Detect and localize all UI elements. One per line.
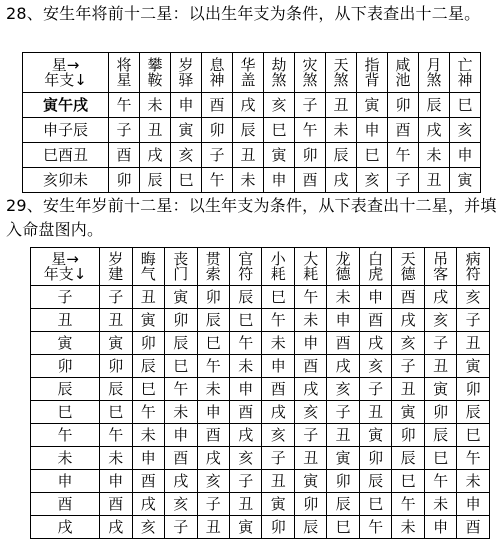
- table-cell: 戌: [132, 493, 164, 516]
- header-row: [23, 53, 481, 93]
- table-cell: 卯: [165, 309, 197, 332]
- table-cell: 寅: [294, 470, 326, 493]
- table-cell: 丑: [424, 355, 456, 378]
- table-cell: 辰: [327, 493, 359, 516]
- table-cell: 卯: [457, 378, 490, 401]
- table-cell: 寅: [327, 447, 359, 470]
- table-row: [31, 401, 490, 424]
- table-cell: 寅: [229, 516, 261, 539]
- table-cell: 卯: [100, 355, 132, 378]
- column-header-text: 劫煞: [271, 55, 287, 89]
- table-cell: 亥: [264, 93, 295, 118]
- table-cell: 卯: [202, 118, 233, 143]
- table-cell: 辰: [424, 424, 456, 447]
- table-cell: 寅: [132, 309, 164, 332]
- table-cell: 巳: [100, 401, 132, 424]
- table-cell: 辰: [233, 118, 264, 143]
- table-cell: 酉: [229, 401, 261, 424]
- table-cell: 未: [392, 516, 424, 539]
- table-cell: 申: [450, 143, 481, 168]
- table-cell: 酉: [202, 93, 233, 118]
- table-cell: 亥: [392, 332, 424, 355]
- column-header-text: 病符: [465, 249, 481, 283]
- table-cell: 申: [262, 355, 294, 378]
- table-cell: 亥: [359, 355, 391, 378]
- row-label: 巳酉丑: [23, 143, 109, 168]
- row-label: 辰: [31, 378, 100, 401]
- table-cell: 丑: [100, 309, 132, 332]
- table-cell: 午: [165, 378, 197, 401]
- table-cell: 子: [229, 470, 261, 493]
- table-cell: 未: [294, 309, 326, 332]
- table-cell: 巳: [229, 309, 261, 332]
- table-cell: 申: [100, 470, 132, 493]
- table-cell: 亥: [229, 447, 261, 470]
- table-cell: 午: [294, 286, 326, 309]
- row-label: 寅午戌: [23, 93, 109, 118]
- table-row: [23, 143, 481, 168]
- table-cell: 未: [229, 355, 261, 378]
- corner-label: 星→: [51, 55, 80, 74]
- table-cell: 戌: [165, 470, 197, 493]
- table-cell: 申: [457, 493, 490, 516]
- table-cell: 亥: [197, 470, 229, 493]
- table-cell: 巳: [132, 378, 164, 401]
- column-header: [229, 248, 261, 286]
- general-stars-table: [22, 52, 481, 193]
- table-cell: 辰: [326, 143, 357, 168]
- table-cell: 午: [295, 118, 326, 143]
- table-cell: 酉: [457, 516, 490, 539]
- table-cell: 寅: [264, 143, 295, 168]
- table-row: [31, 470, 490, 493]
- table-cell: 巳: [262, 286, 294, 309]
- table-cell: 亥: [165, 493, 197, 516]
- table-cell: 午: [392, 493, 424, 516]
- table-cell: 酉: [327, 332, 359, 355]
- table-cell: 未: [132, 424, 164, 447]
- table-cell: 子: [165, 516, 197, 539]
- column-header: [140, 53, 171, 93]
- table-cell: 午: [109, 93, 140, 118]
- column-header: [392, 248, 424, 286]
- table-cell: 巳: [457, 424, 490, 447]
- column-header: [327, 248, 359, 286]
- table-cell: 午: [132, 401, 164, 424]
- table-cell: 子: [294, 424, 326, 447]
- table-cell: 未: [100, 447, 132, 470]
- column-header-text: 将星: [116, 55, 132, 89]
- column-header-text: 晦气: [140, 249, 156, 283]
- table-cell: 戌: [294, 378, 326, 401]
- table-cell: 午: [197, 355, 229, 378]
- column-header-text: 贯索: [205, 249, 221, 283]
- table-cell: 申: [359, 286, 391, 309]
- table-row: [23, 168, 481, 193]
- table-cell: 亥: [132, 516, 164, 539]
- row-label: 午: [31, 424, 100, 447]
- section-28-text: 28、安生年将前十二星：以出生年支为条件，从下表查出十二星。: [6, 4, 481, 23]
- table-cell: 申: [424, 516, 456, 539]
- table-cell: 戌: [262, 401, 294, 424]
- column-header: [202, 53, 233, 93]
- column-header: [197, 248, 229, 286]
- row-label: 未: [31, 447, 100, 470]
- table-cell: 未: [327, 286, 359, 309]
- column-header-text: 攀鞍: [147, 55, 163, 89]
- table-cell: 巳: [450, 93, 481, 118]
- table-cell: 子: [109, 118, 140, 143]
- row-label: 申子辰: [23, 118, 109, 143]
- table-row: [31, 447, 490, 470]
- column-header: [132, 248, 164, 286]
- table-cell: 丑: [229, 493, 261, 516]
- table-cell: 丑: [197, 516, 229, 539]
- table-row: [23, 93, 481, 118]
- table-cell: 子: [457, 309, 490, 332]
- table-cell: 午: [229, 332, 261, 355]
- table-cell: 卯: [424, 401, 456, 424]
- table-cell: 辰: [359, 470, 391, 493]
- header-row: [31, 248, 490, 286]
- table-cell: 巳: [264, 118, 295, 143]
- table-cell: 辰: [294, 516, 326, 539]
- table-cell: 亥: [424, 309, 456, 332]
- corner-label: 星→: [51, 249, 79, 268]
- column-header-text: 丧门: [173, 249, 189, 283]
- table-cell: 戌: [392, 309, 424, 332]
- table-cell: 亥: [171, 143, 202, 168]
- table-cell: 申: [165, 424, 197, 447]
- row-label: 丑: [31, 309, 100, 332]
- column-header: [165, 248, 197, 286]
- column-header: [233, 53, 264, 93]
- row-label: 申: [31, 470, 100, 493]
- table-row: [31, 309, 490, 332]
- table-cell: 卯: [109, 168, 140, 193]
- table-cell: 巳: [424, 447, 456, 470]
- table-cell: 戌: [326, 168, 357, 193]
- row-label: 戌: [31, 516, 100, 539]
- column-header-text: 指背: [364, 55, 380, 89]
- table-cell: 午: [388, 143, 419, 168]
- column-header: [457, 248, 490, 286]
- row-label: 亥卯未: [23, 168, 109, 193]
- column-header-text: 咸池: [395, 55, 411, 89]
- table-cell: 子: [359, 378, 391, 401]
- column-header: [262, 248, 294, 286]
- table-cell: 卯: [359, 447, 391, 470]
- column-header: [419, 53, 450, 93]
- table-cell: 酉: [388, 118, 419, 143]
- column-header-text: 岁驿: [178, 55, 194, 89]
- table-cell: 辰: [392, 447, 424, 470]
- table-row: [31, 424, 490, 447]
- table-cell: 酉: [197, 424, 229, 447]
- column-header: [295, 53, 326, 93]
- table-cell: 巳: [165, 355, 197, 378]
- table-cell: 子: [388, 168, 419, 193]
- column-header: [171, 53, 202, 93]
- table-cell: 午: [457, 447, 490, 470]
- table-cell: 子: [262, 447, 294, 470]
- table-cell: 戌: [424, 286, 456, 309]
- row-label: 酉: [31, 493, 100, 516]
- table-cell: 丑: [233, 143, 264, 168]
- table-cell: 子: [295, 93, 326, 118]
- table-cell: 未: [233, 168, 264, 193]
- table-cell: 未: [262, 332, 294, 355]
- table-cell: 未: [165, 401, 197, 424]
- column-header: [424, 248, 456, 286]
- table-cell: 午: [424, 470, 456, 493]
- row-label: 子: [31, 286, 100, 309]
- column-header: [326, 53, 357, 93]
- table-row: [31, 493, 490, 516]
- table-cell: 卯: [327, 470, 359, 493]
- table-cell: 午: [262, 309, 294, 332]
- table-cell: 酉: [165, 447, 197, 470]
- table-cell: 丑: [326, 93, 357, 118]
- row-label: 寅: [31, 332, 100, 355]
- table-cell: 子: [424, 332, 456, 355]
- table-cell: 寅: [262, 493, 294, 516]
- table-cell: 巳: [327, 516, 359, 539]
- table-cell: 寅: [450, 168, 481, 193]
- table-row: [31, 378, 490, 401]
- table-cell: 亥: [450, 118, 481, 143]
- table-cell: 亥: [294, 401, 326, 424]
- table-cell: 戌: [233, 93, 264, 118]
- table-cell: 酉: [109, 143, 140, 168]
- table-cell: 寅: [457, 355, 490, 378]
- table-cell: 卯: [197, 286, 229, 309]
- row-label: 卯: [31, 355, 100, 378]
- table-cell: 亥: [457, 286, 490, 309]
- table-cell: 午: [100, 424, 132, 447]
- table-row: [31, 286, 490, 309]
- table-cell: 卯: [262, 516, 294, 539]
- table-cell: 未: [140, 93, 171, 118]
- table-cell: 酉: [262, 378, 294, 401]
- table-cell: 午: [359, 516, 391, 539]
- column-header-text: 亡神: [457, 55, 473, 89]
- table-cell: 巳: [392, 470, 424, 493]
- section-29-text: 29、安生年岁前十二星：以生年支为条件，从下表查出十二星，并填入命盘图内。: [6, 196, 497, 239]
- table-cell: 巳: [359, 493, 391, 516]
- column-header: [100, 248, 132, 286]
- column-header: [264, 53, 295, 93]
- table-cell: 寅: [165, 286, 197, 309]
- table-cell: 丑: [419, 168, 450, 193]
- column-header-text: 官符: [238, 249, 254, 283]
- corner-label: 年支↓: [43, 264, 87, 283]
- table-cell: 申: [197, 401, 229, 424]
- table-cell: 丑: [132, 286, 164, 309]
- table-cell: 申: [264, 168, 295, 193]
- table-cell: 辰: [140, 168, 171, 193]
- table-cell: 未: [424, 493, 456, 516]
- table-cell: 辰: [419, 93, 450, 118]
- corner-label: 年支↓: [44, 70, 87, 89]
- table-cell: 卯: [295, 143, 326, 168]
- table-cell: 戌: [327, 355, 359, 378]
- table-cell: 丑: [457, 332, 490, 355]
- table-cell: 酉: [392, 286, 424, 309]
- column-header: [450, 53, 481, 93]
- table-cell: 戌: [229, 424, 261, 447]
- table-cell: 寅: [392, 401, 424, 424]
- table-cell: 酉: [359, 309, 391, 332]
- table-cell: 子: [392, 355, 424, 378]
- table-cell: 卯: [294, 493, 326, 516]
- column-header: [109, 53, 140, 93]
- column-header-text: 息神: [209, 55, 225, 89]
- table-cell: 戌: [100, 516, 132, 539]
- table-cell: 亥: [262, 424, 294, 447]
- table-cell: 戌: [359, 332, 391, 355]
- table-cell: 卯: [388, 93, 419, 118]
- column-header: [359, 248, 391, 286]
- column-header-text: 天德: [400, 249, 416, 283]
- table-cell: 酉: [100, 493, 132, 516]
- table-cell: 戌: [197, 447, 229, 470]
- table-cell: 丑: [392, 378, 424, 401]
- table-cell: 寅: [359, 424, 391, 447]
- table-cell: 亥: [357, 168, 388, 193]
- table-cell: 丑: [327, 424, 359, 447]
- table-cell: 酉: [132, 470, 164, 493]
- table-cell: 戌: [140, 143, 171, 168]
- table-cell: 丑: [262, 470, 294, 493]
- column-header-text: 天煞: [333, 55, 349, 89]
- table-cell: 戌: [419, 118, 450, 143]
- table-cell: 亥: [327, 378, 359, 401]
- column-header-text: 小耗: [270, 249, 286, 283]
- table-cell: 丑: [140, 118, 171, 143]
- corner-cell: [23, 53, 109, 93]
- table-cell: 申: [132, 447, 164, 470]
- table-cell: 辰: [197, 309, 229, 332]
- table-cell: 申: [171, 93, 202, 118]
- table-cell: 巳: [197, 332, 229, 355]
- row-label: 巳: [31, 401, 100, 424]
- table-cell: 寅: [100, 332, 132, 355]
- table-cell: 辰: [132, 355, 164, 378]
- table-cell: 申: [327, 309, 359, 332]
- table-cell: 巳: [357, 143, 388, 168]
- table-cell: 子: [100, 286, 132, 309]
- table-cell: 未: [326, 118, 357, 143]
- table-cell: 寅: [357, 93, 388, 118]
- column-header-text: 大耗: [303, 249, 319, 283]
- column-header: [388, 53, 419, 93]
- column-header-text: 灾煞: [302, 55, 318, 89]
- table-row: [31, 332, 490, 355]
- table-cell: 未: [419, 143, 450, 168]
- table-cell: 子: [202, 143, 233, 168]
- column-header-text: 岁建: [108, 249, 124, 283]
- table-row: [31, 516, 490, 539]
- table-cell: 卯: [392, 424, 424, 447]
- corner-cell: [31, 248, 100, 286]
- table-cell: 丑: [359, 401, 391, 424]
- table-cell: 未: [457, 470, 490, 493]
- table-cell: 寅: [171, 118, 202, 143]
- table-row: [31, 355, 490, 378]
- column-header-text: 华盖: [240, 55, 256, 89]
- table-cell: 辰: [165, 332, 197, 355]
- table-row: [23, 118, 481, 143]
- table-cell: 巳: [171, 168, 202, 193]
- column-header-text: 月煞: [426, 55, 442, 89]
- column-header-text: 龙德: [335, 249, 351, 283]
- table-cell: 酉: [295, 168, 326, 193]
- table-cell: 子: [327, 401, 359, 424]
- table-cell: 酉: [294, 355, 326, 378]
- table-cell: 未: [197, 378, 229, 401]
- table-cell: 寅: [424, 378, 456, 401]
- year-stars-table: [30, 247, 490, 539]
- column-header-text: 吊客: [433, 249, 449, 283]
- column-header: [357, 53, 388, 93]
- table-cell: 申: [357, 118, 388, 143]
- table-cell: 午: [202, 168, 233, 193]
- table-cell: 辰: [457, 401, 490, 424]
- table-cell: 辰: [100, 378, 132, 401]
- table-cell: 卯: [132, 332, 164, 355]
- column-header-text: 白虎: [368, 249, 384, 283]
- table-cell: 申: [294, 332, 326, 355]
- column-header: [294, 248, 326, 286]
- table-cell: 辰: [229, 286, 261, 309]
- table-cell: 子: [197, 493, 229, 516]
- table-cell: 丑: [294, 447, 326, 470]
- table-cell: 申: [229, 378, 261, 401]
